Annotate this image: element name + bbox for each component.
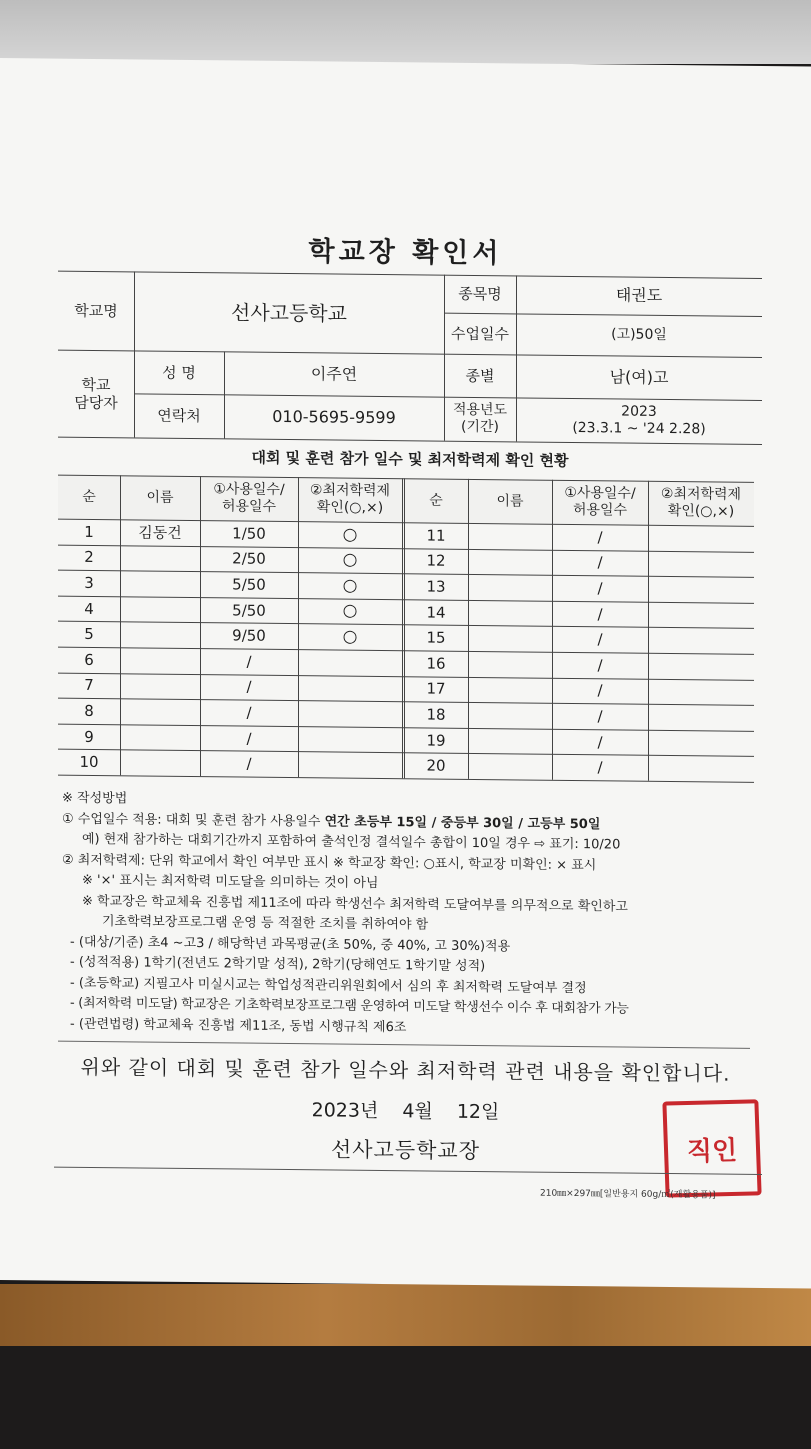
days-used: / [597,604,603,623]
row-number: 16 [426,654,446,673]
note-detail-1: - (대상/기준) 초4 ~고3 / 해당학년 과목평균(초 50%, 중 40%, 고 30%)적용 [70,934,511,954]
min-score-check: ○ [342,575,358,596]
min-score-check [648,550,754,577]
row-number: 11 [426,526,446,545]
year-label-line2: (기간) [461,418,499,436]
min-score-check [648,730,754,757]
header-no: 순 [82,488,96,505]
min-score-check [648,525,754,552]
min-score-check [648,576,754,603]
days-used: 9/50 [232,626,266,645]
seal-text: 직인 [686,1135,738,1167]
header-name: 이름 [496,492,524,510]
notes-heading: ※ 작성방법 [62,790,128,807]
row-number: 7 [84,676,94,695]
athlete-name [468,676,552,702]
min-score-check: ○ [342,524,358,545]
official-seal [662,1099,761,1197]
name-value: 이주연 [310,364,358,384]
min-score-check [298,700,402,727]
athlete-name [468,523,552,549]
days-used: / [597,630,603,649]
document-paper [0,58,811,1288]
note-2-b2: 기초학력보장프로그램 운영 등 적절한 조치를 취하여야 함 [102,914,429,933]
row-number: 12 [426,551,446,571]
row-number: 13 [426,577,446,596]
athlete-name [468,600,552,626]
min-score-check: ○ [342,626,358,647]
year-label-line1: 적용년도 [452,401,508,419]
athlete-name [120,570,200,596]
days-used: / [597,758,603,777]
athlete-name [468,574,552,600]
year-label [444,397,516,442]
writing-instructions [62,789,762,1042]
header-check: ②최저학력제 확인(○,×) [660,486,742,520]
row-number: 5 [84,625,94,644]
row-number: 20 [426,756,446,775]
days-used: / [597,707,603,726]
athlete-name [468,651,552,677]
days-used: / [246,652,252,671]
days-used: 2/50 [232,549,266,569]
days-used: / [597,579,603,598]
year-period: (23.3.1 ~ '24 2.28) [572,419,706,438]
paper-spec-footnote: 210㎜×297㎜[일반용지 60g/㎡(재활용품)] [540,1188,716,1201]
athlete-name [120,622,200,648]
min-score-check [648,627,754,654]
min-score-check [298,675,402,702]
athlete-name [468,548,552,574]
note-detail-2: - (성적적용) 1학기(전년도 2학기말 성적), 2학기(당해연도 1학기말 성적) [70,954,486,975]
athlete-name [468,625,552,651]
principal-name: 선사고등학교장 [330,1137,480,1164]
row-number: 6 [84,650,94,669]
note-detail-5: - (관련법령) 학교체육 진흥법 제11조, 동법 시행규칙 제6조 [70,1016,407,1035]
year-number: 2023 [621,403,657,421]
days-used: / [246,754,252,773]
note-1-example: 예) 현재 참가하는 대회기간까지 포함하여 출석인정 결석일수 총합이 10일 경우 ⇨ 표기: 10/20 [82,831,621,853]
row-number: 18 [426,705,446,724]
contact-value: 010-5695-9599 [272,407,396,428]
document-title: 학교장 확인서 [308,236,503,270]
days-used: 5/50 [232,575,266,594]
days-used: / [246,729,252,748]
confirmation-statement: 위와 같이 대회 및 훈련 참가 일수와 최저학력 관련 내용을 확인합니다. [80,1054,731,1086]
min-score-check [648,602,754,629]
row-number: 2 [84,548,94,567]
note-2-b1: ※ 학교장은 학교체육 진흥법 제11조에 따라 학생선수 최저학력 도달여부를 의무적으로 확인하고 [82,893,628,915]
header-days: ①사용일수/ 허용일수 [213,481,285,515]
days-used: / [597,553,603,572]
min-score-check [298,649,402,676]
header-check: ②최저학력제 확인(○,×) [309,482,391,517]
athlete-name [468,728,552,754]
athlete-name [120,673,200,699]
header-days: ①사용일수/ 허용일수 [564,485,636,519]
issue-date: 2023년 4월 12일 [311,1099,500,1124]
note-1-bold: 연간 초등부 15일 / 중등부 30일 / 고등부 50일 [324,813,601,832]
section-title: 대회 및 훈련 참가 일수 및 최저학력제 확인 현황 [251,448,569,470]
gender-label: 종별 [465,366,495,385]
school-label: 학교명 [74,301,118,320]
divider [58,1041,750,1049]
athlete-name [120,724,200,750]
row-number: 1 [84,522,94,541]
school-name: 선사고등학교 [231,299,347,326]
min-score-check [648,678,754,705]
manager-label [58,350,134,438]
athlete-name [120,698,200,724]
athlete-name [468,702,552,728]
row-number: 10 [79,753,99,772]
header-no: 순 [429,492,443,509]
header-name: 이름 [146,489,174,506]
athlete-name [120,647,200,673]
min-score-check [648,653,754,680]
sport-label: 종목명 [458,284,502,304]
athlete-name [120,545,200,571]
row-number: 15 [426,628,446,647]
row-number: 19 [426,731,446,750]
gender-value: 남(여)고 [609,367,669,387]
row-number: 14 [426,603,446,622]
row-number: 9 [84,727,94,746]
days-used: / [246,677,252,697]
class-days-label: 수업일수 [451,324,509,343]
note-2: ② 최저학력제: 단위 학교에서 확인 여부만 표시 ※ 학교장 확인: ○표시, 학교장 미확인: × 표시 [62,852,597,873]
athlete-name [468,753,552,779]
days-used: / [597,681,603,700]
athlete-name: 김동건 [138,523,182,542]
min-score-check [298,752,402,779]
min-score-check [298,726,402,753]
sport-value: 태권도 [615,285,663,306]
days-used: 1/50 [232,524,266,543]
note-1-text: ① 수업일수 적용: 대회 및 훈련 참가 사용일수 [62,811,325,829]
days-used: / [597,528,603,547]
bottom-divider [54,1167,762,1175]
min-score-check [648,755,754,782]
note-detail-3: - (초등학교) 지필고사 미실시교는 학업성적관리위원회에서 심의 후 최저학력 도달여부 결정 [70,975,587,996]
days-used: 5/50 [232,601,266,620]
min-score-check: ○ [342,549,358,570]
days-used: / [246,703,252,722]
note-detail-4: - (최저학력 미도달) 학교장은 기초학력보장프로그램 운영하여 미도달 학생선수 이수 후 대회참가 가능 [70,995,629,1017]
min-score-check: ○ [342,600,358,622]
row-number: 3 [84,573,94,592]
name-label: 성 명 [162,363,196,382]
athlete-name [120,596,200,622]
days-used: / [597,732,603,751]
athlete-name [120,750,200,776]
manager-label-line1: 학교 [81,375,111,394]
row-number: 4 [84,599,94,618]
row-number: 17 [426,679,446,699]
table-border [402,478,403,778]
min-score-check [648,704,754,731]
contact-label: 연락처 [157,406,201,426]
note-2-a: ※ '×' 표시는 최저학력 미도달을 의미하는 것이 아님 [82,872,379,891]
days-used: / [597,656,603,675]
class-days-value: (고)50일 [611,326,667,344]
row-number: 8 [84,701,94,720]
year-value [516,397,762,444]
manager-label-line2: 담당자 [74,393,118,412]
